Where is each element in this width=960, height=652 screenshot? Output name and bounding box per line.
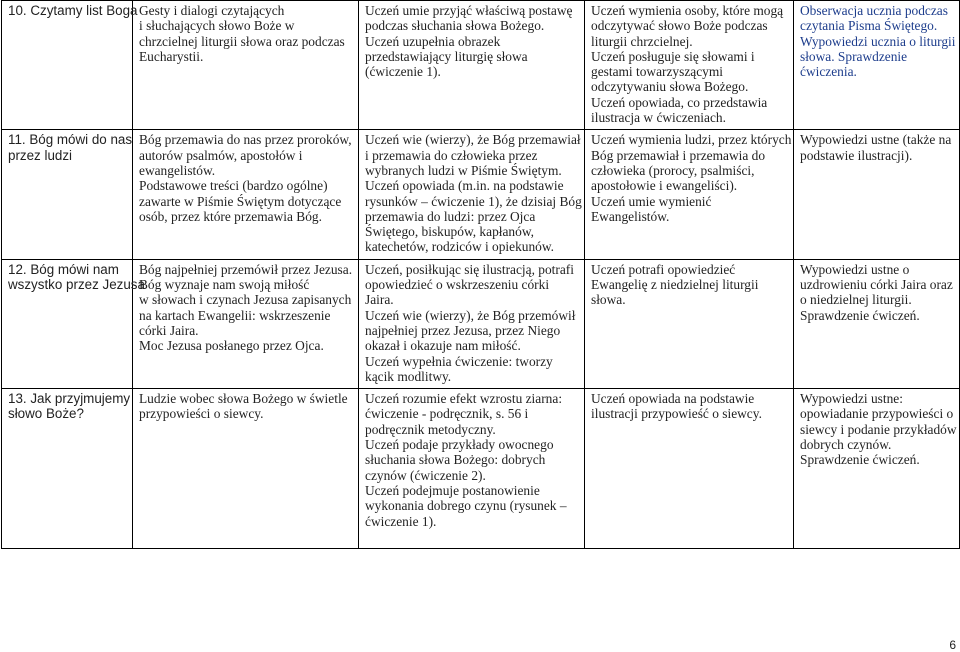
content-line: autorów psalmów, apostołów i bbox=[139, 147, 303, 163]
achievements-line: gestami towarzyszącymi bbox=[591, 64, 723, 80]
evaluation-line: słowa. Sprawdzenie bbox=[800, 48, 908, 64]
goals-line: czynów (ćwiczenie 2). bbox=[365, 467, 486, 483]
achievements-line: Uczeń wymienia osoby, które mogą bbox=[591, 3, 784, 18]
achievements-line: Ewangelię z niedzielnej liturgii bbox=[591, 277, 759, 293]
achievements-line: słowa. bbox=[591, 292, 626, 308]
evaluation-cell bbox=[794, 259, 960, 388]
evaluation-line: siewcy i podanie przykładów bbox=[800, 421, 957, 437]
evaluation-line: ćwiczenia. bbox=[800, 64, 857, 80]
goals-line: Uczeń podaje przykłady owocnego bbox=[365, 437, 554, 453]
topic-cell bbox=[2, 389, 133, 549]
goals-line: Jaira. bbox=[365, 292, 394, 308]
achievements-line: człowieka (prorocy, psalmiści, bbox=[591, 162, 755, 178]
goals-cell bbox=[359, 389, 585, 549]
goals-line: Uczeń uzupełnia obrazek bbox=[365, 33, 501, 49]
goals-line: Uczeń podejmuje postanowienie bbox=[365, 482, 540, 498]
goals-line: i przemawia do człowieka przez bbox=[365, 147, 538, 163]
topic-line: 11. Bóg mówi do nas bbox=[8, 132, 133, 148]
evaluation-line: czytania Pisma Świętego. bbox=[800, 18, 938, 34]
topic-line: słowo Boże? bbox=[8, 406, 84, 422]
achievements-line: liturgii chrzcielnej. bbox=[591, 33, 693, 49]
content-line: Eucharystii. bbox=[139, 48, 204, 64]
content-line: i słuchających słowo Boże w bbox=[139, 18, 295, 34]
content-line: przypowieści o siewcy. bbox=[139, 406, 264, 422]
evaluation-line: dobrych czynów. bbox=[800, 437, 892, 453]
evaluation-line: podstawie ilustracji). bbox=[800, 147, 913, 163]
goals-line: podręcznik metodyczny. bbox=[365, 421, 496, 437]
content-line: ewangelistów. bbox=[139, 162, 216, 178]
goals-line: Uczeń, posiłkując się ilustracją, potrafi bbox=[365, 261, 574, 277]
content-cell bbox=[133, 130, 359, 259]
achievements-line: Uczeń opowiada, co przedstawia bbox=[591, 94, 768, 110]
goals-line: najpełniej przez Jezusa, przez Niego bbox=[365, 322, 561, 338]
content-line: Gesty i dialogi czytających bbox=[139, 3, 285, 18]
goals-line: (ćwiczenie 1). bbox=[365, 64, 441, 80]
achievements-line: Uczeń opowiada na podstawie bbox=[591, 391, 755, 407]
topic-line: 12. Bóg mówi nam bbox=[8, 261, 119, 277]
goals-line: okazał i okazuje nam miłość. bbox=[365, 338, 521, 354]
goals-line: katechetów, rodziców i opiekunów. bbox=[365, 239, 555, 255]
goals-line: Uczeń wie (wierzy), że Bóg przemówił bbox=[365, 307, 576, 323]
goals-line: przedstawiający liturgię słowa bbox=[365, 48, 528, 64]
evaluation-line: Wypowiedzi ustne o bbox=[800, 261, 910, 277]
evaluation-line: o niedzielnej liturgii. bbox=[800, 292, 912, 308]
evaluation-cell bbox=[794, 389, 960, 549]
goals-line: Uczeń rozumie efekt wzrostu ziarna: bbox=[365, 391, 563, 407]
achievements-line: Uczeń potrafi opowiedzieć bbox=[591, 261, 736, 277]
content-cell bbox=[133, 1, 359, 130]
evaluation-cell bbox=[794, 130, 960, 259]
goals-line: opowiedzieć o wskrzeszeniu córki bbox=[365, 277, 550, 293]
content-line: Bóg najpełniej przemówił przez Jezusa. bbox=[139, 261, 353, 277]
achievements-cell bbox=[585, 130, 794, 259]
content-line: osób, przez które przemawia Bóg. bbox=[139, 208, 322, 224]
goals-line: przemawia do ludzi: przez Ojca bbox=[365, 208, 536, 224]
content-line: córki Jaira. bbox=[139, 322, 199, 338]
goals-cell bbox=[359, 130, 585, 259]
achievements-line: apostołowie i ewangeliści). bbox=[591, 178, 738, 194]
evaluation-line: Sprawdzenie ćwiczeń. bbox=[800, 452, 920, 468]
topic-cell bbox=[2, 259, 145, 388]
achievements-line: ilustracja w ćwiczeniach. bbox=[591, 110, 726, 126]
lesson-plan-table bbox=[1, 0, 960, 549]
content-line: Podstawowe treści (bardzo ogólne) bbox=[139, 178, 328, 194]
table-row bbox=[2, 259, 960, 388]
content-line: na kartach Ewangelii: wskrzeszenie bbox=[139, 307, 331, 323]
goals-line: wybranych ludzi w Piśmie Świętym. bbox=[365, 162, 562, 178]
goals-line: ćwiczenie 1). bbox=[365, 513, 437, 529]
achievements-line: Ewangelistów. bbox=[591, 208, 670, 224]
goals-line: podczas słuchania słowa Bożego. bbox=[365, 18, 545, 34]
goals-cell bbox=[359, 259, 585, 388]
achievements-cell bbox=[585, 1, 794, 130]
achievements-line: ilustracji przypowieść o siewcy. bbox=[591, 406, 762, 422]
table-row bbox=[2, 1, 960, 130]
table-row bbox=[2, 130, 960, 259]
table-row bbox=[2, 389, 960, 549]
goals-line: Uczeń umie przyjąć właściwą postawę bbox=[365, 3, 573, 18]
evaluation-line: Wypowiedzi ucznia o liturgii bbox=[800, 33, 956, 49]
evaluation-line: Sprawdzenie ćwiczeń. bbox=[800, 307, 920, 323]
evaluation-line: uzdrowieniu córki Jaira oraz bbox=[800, 277, 953, 293]
topic-line: 10. Czytamy list Boga bbox=[8, 3, 138, 18]
content-line: zawarte w Piśmie Świętym dotyczące bbox=[139, 193, 342, 209]
evaluation-line: Wypowiedzi ustne (także na bbox=[800, 132, 952, 148]
achievements-line: Uczeń wymienia ludzi, przez których bbox=[591, 132, 792, 148]
evaluation-line: Wypowiedzi ustne: bbox=[800, 391, 903, 407]
content-line: chrzcielnej liturgii słowa oraz podczas bbox=[139, 33, 345, 49]
table-body bbox=[2, 1, 960, 549]
page-number: 6 bbox=[949, 638, 956, 652]
content-line: Bóg wyznaje nam swoją miłość bbox=[139, 277, 310, 293]
topic-cell bbox=[2, 130, 133, 259]
content-line: Bóg przemawia do nas przez proroków, bbox=[139, 132, 352, 148]
goals-line: rysunków – ćwiczenie 1), że dzisiaj Bóg bbox=[365, 193, 582, 209]
evaluation-line: opowiadanie przypowieści o bbox=[800, 406, 954, 422]
achievements-cell bbox=[585, 389, 794, 549]
content-line: w słowach i czynach Jezusa zapisanych bbox=[139, 292, 352, 308]
goals-line: Uczeń wypełnia ćwiczenie: tworzy bbox=[365, 353, 553, 369]
topic-line: 13. Jak przyjmujemy bbox=[8, 391, 131, 407]
achievements-line: Uczeń umie wymienić bbox=[591, 193, 712, 209]
achievements-line: Uczeń posługuje się słowami i bbox=[591, 48, 755, 64]
goals-line: Uczeń opowiada (m.in. na podstawie bbox=[365, 178, 564, 194]
goals-cell bbox=[359, 1, 585, 130]
topic-cell bbox=[2, 1, 138, 130]
topic-line: wszystko przez Jezusa bbox=[8, 277, 145, 293]
content-line: Ludzie wobec słowa Bożego w świetle bbox=[139, 391, 348, 407]
goals-line: słuchania słowa Bożego: dobrych bbox=[365, 452, 546, 468]
goals-line: Uczeń wie (wierzy), że Bóg przemawiał bbox=[365, 132, 581, 148]
topic-line: przez ludzi bbox=[8, 147, 73, 163]
evaluation-cell bbox=[794, 1, 960, 130]
goals-line: wykonania dobrego czynu (rysunek – bbox=[365, 498, 567, 514]
goals-line: kącik modlitwy. bbox=[365, 368, 452, 384]
achievements-cell bbox=[585, 259, 794, 388]
achievements-line: Bóg przemawiał i przemawia do bbox=[591, 147, 766, 163]
achievements-line: odczytywać słowo Boże podczas bbox=[591, 18, 768, 34]
goals-line: ćwiczenie - podręcznik, s. 56 i bbox=[365, 406, 529, 422]
evaluation-line: Obserwacja ucznia podczas bbox=[800, 3, 948, 18]
content-cell bbox=[133, 259, 359, 388]
goals-line: Świętego, biskupów, kapłanów, bbox=[365, 224, 534, 240]
content-line: Moc Jezusa posłanego przez Ojca. bbox=[139, 338, 324, 354]
content-cell bbox=[133, 389, 359, 549]
achievements-line: odczytywaniu słowa Bożego. bbox=[591, 79, 749, 95]
